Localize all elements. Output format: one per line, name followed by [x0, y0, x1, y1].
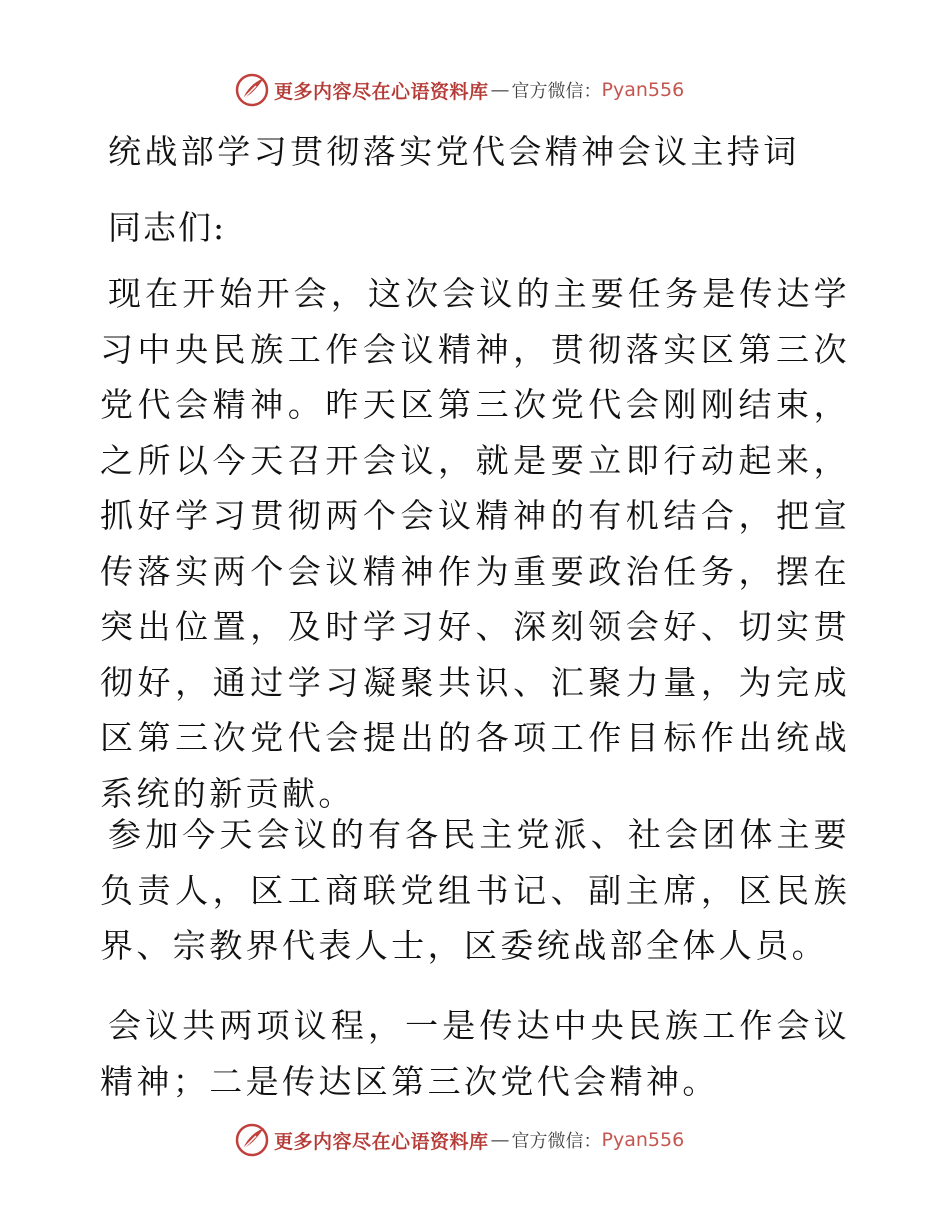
watermark-separator: —: [490, 79, 510, 101]
header-watermark: [234, 70, 684, 110]
paragraph-attendees: 参加今天会议的有各民主党派、社会团体主要负责人，区工商联党组书记、副主席，区民族界、宗教界代表人士，区委统战部全体人员。: [100, 815, 850, 965]
watermark-separator: —: [490, 1129, 510, 1151]
paragraph-agenda: 会议共两项议程，一是传达中央民族工作会议精神；二是传达区第三次党代会精神。: [100, 1006, 850, 1101]
watermark-promo-text: 更多内容尽在心语资料库: [274, 1130, 489, 1153]
document-title: 统战部学习贯彻落实党代会精神会议主持词: [108, 132, 800, 171]
salutation: 同志们:: [108, 208, 227, 247]
quill-logo-icon: [234, 72, 270, 108]
quill-logo-icon: [234, 1122, 270, 1158]
watermark-wechat-id: Pyan556: [601, 79, 685, 101]
watermark-wechat-label: 官方微信：: [511, 1131, 602, 1152]
paragraph-opening: 现在开始开会，这次会议的主要任务是传达学习中央民族工作会议精神，贯彻落实区第三次党代会精神。昨天区第三次党代会刚刚结束，之所以今天召开会议，就是要立即行动起来，抓好学习贯彻两个会议精神的有机结合，把宣传落实两个会议精神作为重要政治任务，摆在突出位置，及时学习好、深刻领会好、切实贯彻好，通过学习凝聚共识、汇聚力量，为完成区第三次党代会提出的各项工作目标作出统战系统的新贡献。: [100, 274, 850, 813]
footer-watermark: [234, 1120, 684, 1160]
watermark-promo-text: 更多内容尽在心语资料库: [274, 80, 489, 103]
watermark-wechat-id: Pyan556: [601, 1129, 685, 1151]
watermark-wechat-label: 官方微信：: [511, 81, 602, 102]
